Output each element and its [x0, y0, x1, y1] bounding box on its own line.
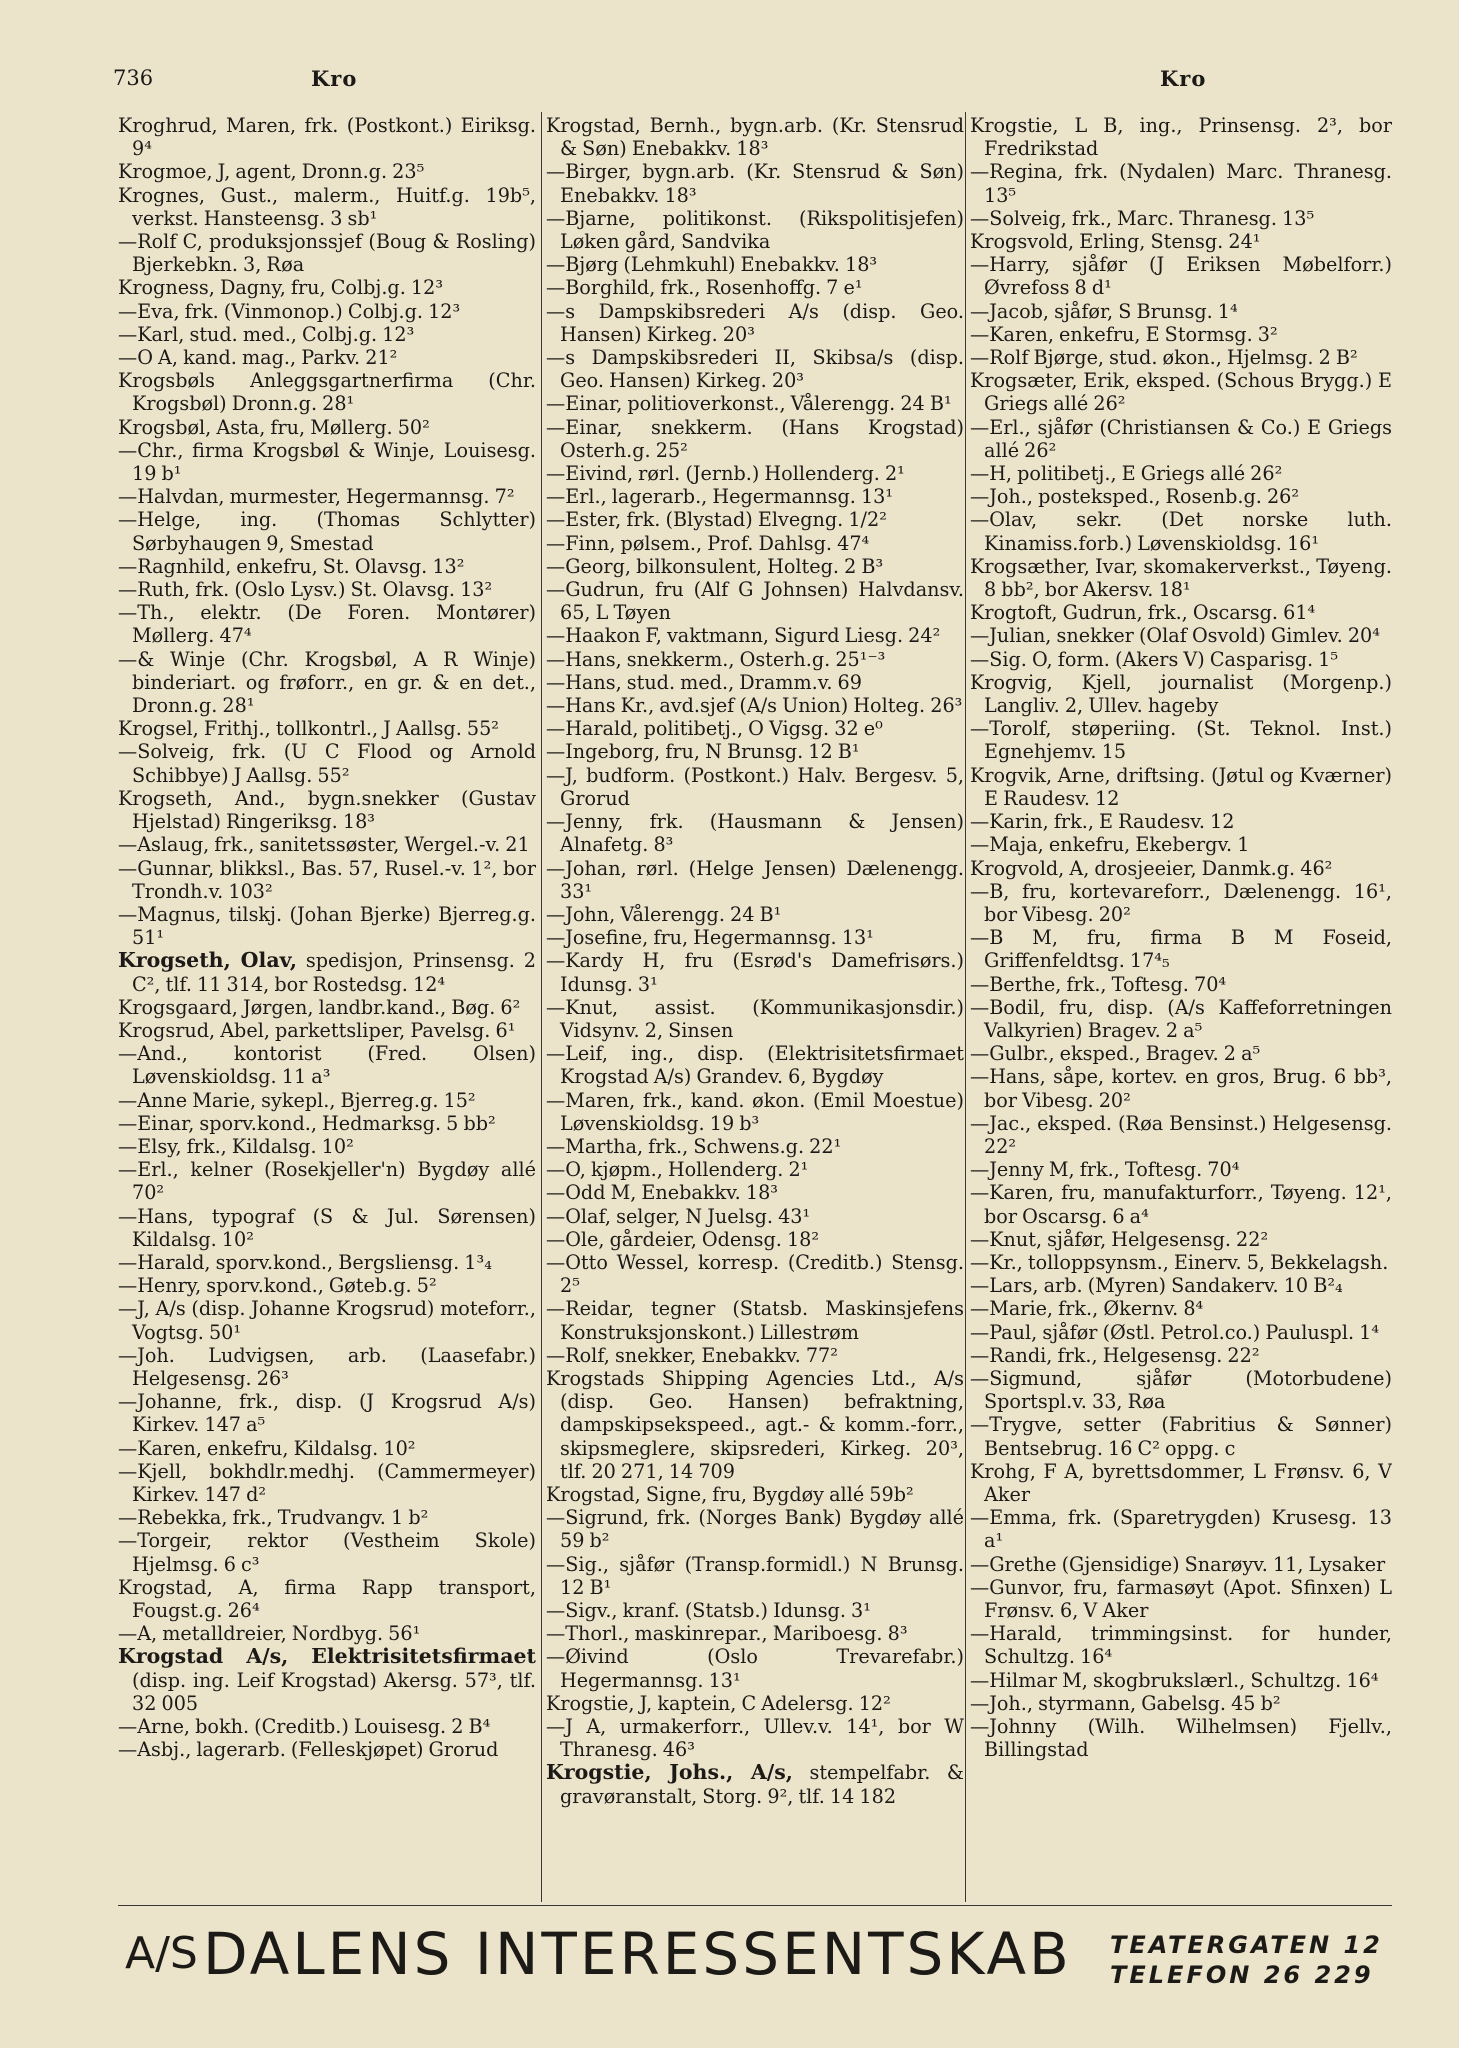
directory-entry: —And., kontorist (Fred. Olsen) Løvenskioldsg. 11 a³ [118, 1042, 536, 1089]
directory-column-1 [118, 114, 536, 1899]
directory-entry: —Einar, sporv.kond., Hedmarksg. 5 bb² [118, 1111, 496, 1135]
directory-entry: Krogsæther, Ivar, skomakerverkst., Tøyeng. 8 bb², bor Akersv. 18¹ [970, 554, 1392, 602]
directory-entry: —Martha, frk., Schwens.g. 22¹ [546, 1134, 842, 1158]
directory-entry: —Solveig, frk. (U C Flood og Arnold Schibbye) J Aallsg. 55² [118, 740, 536, 787]
directory-entry: —Birger, bygn.arb. (Kr. Stensrud & Søn) Enebakkv. 18³ [546, 160, 964, 207]
directory-entry: —Marie, frk., Økernv. 8⁴ [970, 1297, 1204, 1321]
directory-entry: —Harald, trimmingsinst. for hunder, Schultzg. 16⁴ [970, 1622, 1392, 1669]
directory-entry: —Julian, snekker (Olaf Osvold) Gimlev. 20⁴ [970, 624, 1380, 648]
directory-column-3 [970, 114, 1392, 1899]
directory-entry: —Anne Marie, sykepl., Bjerreg.g. 15² [118, 1088, 476, 1112]
directory-entry: —Ole, gårdeier, Odensg. 18² [546, 1227, 820, 1251]
directory-entry: —Reidar, tegner (Statsb. Maskinsjefens Konstruksjonskont.) Lillestrøm [546, 1297, 964, 1344]
directory-entry: —Otto Wessel, korresp. (Creditb.) Stensg. 2⁵ [546, 1250, 964, 1298]
directory-entry: —Einar, snekkerm. (Hans Krogstad) Osterh.g. 25² [546, 415, 964, 462]
directory-entry: Krogstads Shipping Agencies Ltd., A/s (disp. Geo. Hansen) befraktning, dampskipsekspeed., agt.- & komm.-forr., skipsmeglere, skipsrederi, Kirkeg. 20³, tlf. 20 271, 14 709 [546, 1366, 964, 1483]
directory-entry: —& Winje (Chr. Krogsbøl, A R Winje) binderiart. og frøforr., en gr. & en det., Dronn.g. 28¹ [118, 647, 536, 718]
directory-entry: —Magnus, tilskj. (Johan Bjerke) Bjerreg.g. 51¹ [118, 902, 536, 950]
directory-entry: —Jenny M, frk., Toftesg. 70⁴ [970, 1158, 1240, 1182]
directory-entry: —J, budform. (Postkont.) Halv. Bergesv. 5, Grorud [546, 763, 964, 810]
directory-entry: —Erl., sjåfør (Christiansen & Co.) E Griegs allé 26² [970, 415, 1392, 462]
directory-entry: —s Dampskibsrederi A/s (disp. Geo. Hansen) Kirkeg. 20³ [546, 299, 964, 346]
directory-entry: —Joh. Ludvigsen, arb. (Laasefabr.) Helgesensg. 26³ [118, 1343, 536, 1390]
directory-entry: —Thorl., maskinrepar., Mariboesg. 8³ [546, 1622, 908, 1646]
directory-entry: —Harald, sporv.kond., Bergsliensg. 1³₄ [118, 1250, 492, 1274]
directory-entry: Krogsæter, Erik, eksped. (Schous Brygg.) E Griegs allé 26² [970, 369, 1392, 416]
directory-entry: —Finn, pølsem., Prof. Dahlsg. 47⁴ [546, 531, 870, 555]
running-header-left: Kro [311, 66, 358, 91]
directory-entry: —Hans, snekkerm., Osterh.g. 25¹⁻³ [546, 647, 886, 671]
directory-entry: —Harald, politibetj., O Vigsg. 32 e⁰ [546, 717, 883, 741]
directory-entry: —Emma, frk. (Sparetrygden) Krusesg. 13 a¹ [970, 1506, 1392, 1553]
directory-entry: Krogsvold, Erling, Stensg. 24¹ [970, 230, 1261, 254]
directory-entry: —H, politibetj., E Griegs allé 26² [970, 462, 1283, 486]
directory-entry: —Einar, politioverkonst., Vålerengg. 24 B¹ [546, 392, 952, 416]
directory-entry: —Sig. O, form. (Akers V) Casparisg. 1⁵ [970, 647, 1339, 671]
directory-entry: —Ruth, frk. (Oslo Lysv.) St. Olavsg. 13² [118, 578, 493, 602]
directory-entry: —Rolf, snekker, Enebakkv. 77² [546, 1343, 838, 1367]
directory-entry: —Joh., posteksped., Rosenb.g. 26² [970, 485, 1300, 509]
directory-entry: Krohg, F A, byrettsdommer, L Frønsv. 6, V Aker [970, 1459, 1392, 1506]
banner-phone: TELEFON 26 229 [1110, 1961, 1374, 1989]
directory-entry: —Henry, sporv.kond., Gøteb.g. 5² [118, 1274, 437, 1298]
advertisement-banner [125, 1918, 1395, 1998]
directory-entry: —Eva, frk. (Vinmonop.) Colbj.g. 12³ [118, 299, 461, 323]
directory-entry: —Josefine, fru, Hegermannsg. 13¹ [546, 926, 874, 950]
directory-entry: —Johan, rørl. (Helge Jensen) Dælenengg. 33¹ [546, 856, 964, 903]
directory-entry: —Karin, frk., E Raudesv. 12 [970, 810, 1235, 834]
directory-column-2 [546, 114, 964, 1899]
directory-entry: —Borghild, frk., Rosenhoffg. 7 e¹ [546, 276, 863, 300]
directory-entry: —Halvdan, murmester, Hegermannsg. 7² [118, 485, 515, 509]
directory-entry: Krogvig, Kjell, journalist (Morgenp.) Langliv. 2, Ullev. hageby [970, 670, 1392, 718]
directory-entry: Krogsbøl, Asta, fru, Møllerg. 50² [118, 415, 430, 439]
directory-entry: —Karen, enkefru, E Stormsg. 3² [970, 322, 1278, 346]
directory-entry: Krogvold, A, drosjeeier, Danmk.g. 46² [970, 856, 1333, 880]
directory-entry: —Chr., firma Krogsbøl & Winje, Louisesg. 19 b¹ [118, 438, 536, 486]
directory-entry: —Hans Kr., avd.sjef (A/s Union) Holteg. 26³ [546, 694, 963, 718]
directory-entry: Krogseth, Olav, spedisjon, Prinsensg. 2 C², tlf. 11 314, bor Rostedsg. 12⁴ [118, 948, 536, 996]
page-number: 736 [113, 66, 154, 90]
directory-entry: —Hans, typograf (S & Jul. Sørensen) Kildalsg. 10² [118, 1204, 536, 1251]
directory-entry: —Johanne, frk., disp. (J Krogsrud A/s) Kirkev. 147 a⁵ [118, 1390, 536, 1437]
directory-entry: —Sigrund, frk. (Norges Bank) Bygdøy allé 59 b² [546, 1506, 964, 1553]
directory-entry: —J A, urmakerforr., Ullev.v. 14¹, bor W Thranesg. 46³ [546, 1715, 964, 1762]
directory-entry: —Helge, ing. (Thomas Schlytter) Sørbyhaugen 9, Smestad [118, 508, 536, 555]
directory-entry: Krogness, Dagny, fru, Colbj.g. 12³ [118, 276, 444, 300]
directory-entry: Krogstad A/s, Elektrisitetsfirmaet (disp. ing. Leif Krogstad) Akersg. 57³, tlf. 32 005 [118, 1644, 536, 1715]
directory-entry: —Torolf, støperiing. (St. Teknol. Inst.) Egnehjemv. 15 [970, 717, 1392, 764]
directory-entry: —A, metalldreier, Nordbyg. 56¹ [118, 1622, 421, 1646]
footer-divider [118, 1905, 1392, 1906]
directory-entry: —Sigv., kranf. (Statsb.) Idunsg. 3¹ [546, 1599, 871, 1622]
directory-entry: —Hans, såpe, kortev. en gros, Brug. 6 bb³, bor Vibesg. 20² [970, 1065, 1392, 1112]
directory-entry: —Th., elektr. (De Foren. Montører) Møllerg. 47⁴ [118, 601, 536, 648]
directory-entry: —Bjørg (Lehmkuhl) Enebakkv. 18³ [546, 253, 878, 277]
directory-entry: —Olaf, selger, N Juelsg. 43¹ [546, 1204, 811, 1228]
directory-entry: —Øivind (Oslo Trevarefabr.) Hegermannsg. 13¹ [546, 1645, 964, 1692]
directory-entry: Krogstad, Signe, fru, Bygdøy allé 59b² [546, 1482, 914, 1506]
banner-address [1110, 1930, 1383, 1990]
directory-entry: —J, A/s (disp. Johanne Krogsrud) moteforr., Vogtsg. 50¹ [118, 1297, 536, 1344]
directory-entry: —Rebekka, frk., Trudvangv. 1 b² [118, 1506, 429, 1530]
directory-entry: —Paul, sjåfør (Østl. Petrol.co.) Pauluspl. 1⁴ [970, 1320, 1380, 1344]
directory-entry: —Lars, arb. (Myren) Sandakerv. 10 B²₄ [970, 1274, 1343, 1298]
directory-entry: —B M, fru, firma B M Foseid, Griffenfeldtsg. 17⁴₅ [970, 926, 1392, 973]
directory-entry: Krogsgaard, Jørgen, landbr.kand., Bøg. 6² [118, 995, 521, 1019]
directory-entry: Krogvik, Arne, driftsing. (Jøtul og Kværner) E Raudesv. 12 [970, 763, 1392, 810]
directory-entry: —Hans, stud. med., Dramm.v. 69 [546, 670, 862, 694]
directory-entry: —Grethe (Gjensidige) Snarøyv. 11, Lysaker [970, 1552, 1386, 1576]
directory-entry: —s Dampskibsrederi II, Skibsa/s (disp. Geo. Hansen) Kirkeg. 20³ [546, 346, 964, 393]
directory-entry: —Georg, bilkonsulent, Holteg. 2 B³ [546, 554, 884, 578]
directory-entry: —O, kjøpm., Hollenderg. 2¹ [546, 1158, 809, 1182]
directory-entry: Krogseth, And., bygn.snekker (Gustav Hjelstad) Ringeriksg. 18³ [118, 786, 536, 834]
directory-entry: —Odd M, Enebakkv. 18³ [546, 1181, 778, 1205]
directory-entry: Krognes, Gust., malerm., Huitf.g. 19b⁵, verkst. Hansteensg. 3 sb¹ [118, 183, 536, 230]
directory-entry: —Berthe, frk., Toftesg. 70⁴ [970, 972, 1227, 996]
directory-entry: —Haakon F, vaktmann, Sigurd Liesg. 24² [546, 624, 941, 648]
directory-entry: —Olav, sekr. (Det norske luth. Kinamiss.forb.) Løvenskioldsg. 16¹ [970, 508, 1392, 555]
directory-entry: —Gunnar, blikksl., Bas. 57, Rusel.-v. 1², bor Trondh.v. 103² [118, 856, 536, 903]
directory-entry: —Jenny, frk. (Hausmann & Jensen) Alnafetg. 8³ [546, 810, 964, 857]
directory-entry: Krogsrud, Abel, parkettsliper, Pavelsg. 6¹ [118, 1018, 516, 1042]
directory-entry: —Solveig, frk., Marc. Thranesg. 13⁵ [970, 206, 1315, 230]
directory-entry: —Harry, sjåfør (J Eriksen Møbelforr.) Øvrefoss 8 d¹ [970, 253, 1392, 300]
banner-prefix: A/S [125, 1928, 198, 1979]
directory-entry: —O A, kand. mag., Parkv. 21² [118, 346, 398, 370]
directory-entry: —Karen, enkefru, Kildalsg. 10² [118, 1436, 416, 1460]
directory-entry: —John, Vålerengg. 24 B¹ [546, 902, 782, 926]
directory-entry: —Kjell, bokhdlr.medhj. (Cammermeyer) Kirkev. 147 d² [118, 1459, 536, 1506]
directory-entry: —Maren, frk., kand. økon. (Emil Moestue) Løvenskioldsg. 19 b³ [546, 1088, 964, 1135]
directory-entry: Krogstie, Johs., A/s, stempelfabr. & gravøranstalt, Storg. 9², tlf. 14 182 [546, 1760, 964, 1808]
directory-entry: —Jacob, sjåfør, S Brunsg. 1⁴ [970, 299, 1238, 323]
directory-entry: —Leif, ing., disp. (Elektrisitetsfirmaet Krogstad A/s) Grandev. 6, Bygdøy [546, 1042, 964, 1089]
directory-entry: —Kardy H, fru (Esrød's Damefrisørs.) Idunsg. 3¹ [546, 949, 964, 996]
directory-entry: —Johnny (Wilh. Wilhelmsen) Fjellv., Billingstad [970, 1715, 1392, 1762]
banner-street: TEATERGATEN 12 [1110, 1931, 1383, 1959]
directory-entry: Kroghrud, Maren, frk. (Postkont.) Eiriksg. 9⁴ [118, 114, 536, 161]
directory-entry: —Asbj., lagerarb. (Felleskjøpet) Grorud [118, 1738, 499, 1762]
directory-entry: —Trygve, setter (Fabritius & Sønner) Bentsebrug. 16 C² oppg. c [970, 1413, 1392, 1460]
directory-entry: —Rolf C, produksjonssjef (Boug & Rosling) Bjerkebkn. 3, Røa [118, 230, 536, 277]
directory-entry: —Knut, sjåfør, Helgesensg. 22² [970, 1227, 1269, 1251]
directory-entry: —Bjarne, politikonst. (Rikspolitisjefen) Løken gård, Sandvika [546, 206, 964, 254]
directory-entry: —Torgeir, rektor (Vestheim Skole) Hjelmsg. 6 c³ [118, 1529, 536, 1576]
directory-entry: —Elsy, frk., Kildalsg. 10² [118, 1134, 354, 1158]
directory-entry: —Sig., sjåfør (Transp.formidl.) N Brunsg. 12 B¹ [546, 1552, 964, 1599]
directory-entry: —Joh., styrmann, Gabelsg. 45 b² [970, 1691, 1281, 1715]
directory-entry: —Ester, frk. (Blystad) Elvegng. 1/2² [546, 508, 887, 532]
directory-entry: —Ingeborg, fru, N Brunsg. 12 B¹ [546, 740, 860, 764]
directory-entry: Krogsel, Frithj., tollkontrl., J Aallsg. 55² [118, 717, 499, 741]
directory-entry: —Ragnhild, enkefru, St. Olavsg. 13² [118, 554, 465, 578]
directory-entry: —Arne, bokh. (Creditb.) Louisesg. 2 B⁴ [118, 1715, 491, 1739]
column-divider [965, 112, 966, 1902]
directory-entry: —Hilmar M, skogbrukslærl., Schultzg. 16⁴ [970, 1668, 1379, 1692]
directory-entry: —Gulbr., eksped., Bragev. 2 a⁵ [970, 1042, 1261, 1066]
running-header-right: Kro [1160, 66, 1207, 91]
directory-entry: Krogtoft, Gudrun, frk., Oscarsg. 61⁴ [970, 601, 1316, 625]
directory-entry: —Aslaug, frk., sanitetssøster, Wergel.-v. 21 [118, 833, 530, 857]
directory-entry: —Maja, enkefru, Ekebergv. 1 [970, 833, 1250, 857]
directory-entry: —Karen, fru, manufakturforr., Tøyeng. 12¹, bor Oscarsg. 6 a⁴ [970, 1181, 1392, 1228]
directory-entry: Krogstie, J, kaptein, C Adelersg. 12² [546, 1691, 891, 1715]
directory-entry: Krogstad, A, firma Rapp transport, Fougst.g. 26⁴ [118, 1575, 536, 1622]
directory-entry: Krogsbøls Anleggsgartnerfirma (Chr. Krogsbøl) Dronn.g. 28¹ [118, 369, 536, 416]
directory-entry: —Gunvor, fru, farmasøyt (Apot. Sfinxen) L Frønsv. 6, V Aker [970, 1575, 1392, 1622]
column-divider [541, 112, 542, 1902]
directory-entry: —Randi, frk., Helgesensg. 22² [970, 1343, 1260, 1367]
directory-entry: —Knut, assist. (Kommunikasjonsdir.) Vidsynv. 2, Sinsen [546, 995, 964, 1042]
directory-entry: —Rolf Bjørge, stud. økon., Hjelmsg. 2 B² [970, 346, 1358, 370]
directory-entry: —Erl., lagerarb., Hegermannsg. 13¹ [546, 485, 894, 509]
directory-entry: Krogstad, Bernh., bygn.arb. (Kr. Stensrud & Søn) Enebakkv. 18³ [546, 114, 964, 161]
directory-entry: —Sigmund, sjåfør (Motorbudene) Sportspl.v. 33, Røa [970, 1366, 1392, 1414]
directory-entry: Krogmoe, J, agent, Dronn.g. 23⁵ [118, 160, 425, 184]
directory-entry: —B, fru, kortevareforr., Dælenengg. 16¹, bor Vibesg. 20² [970, 879, 1392, 926]
banner-company-name: DALENS INTERESSENTSKAB [203, 1920, 1072, 1988]
directory-entry: —Jac., eksped. (Røa Bensinst.) Helgesensg. 22² [970, 1111, 1392, 1158]
directory-entry: —Karl, stud. med., Colbj.g. 12³ [118, 322, 415, 346]
directory-entry: —Gudrun, fru (Alf G Johnsen) Halvdansv. 65, L Tøyen [546, 578, 964, 625]
directory-entry: —Kr., tolloppsynsm., Einerv. 5, Bekkelagsh. [970, 1250, 1389, 1274]
directory-entry: —Eivind, rørl. (Jernb.) Hollenderg. 2¹ [546, 462, 905, 486]
directory-entry: —Bodil, fru, disp. (A/s Kaffeforretningen Valkyrien) Bragev. 2 a⁵ [970, 995, 1392, 1042]
directory-entry: Krogstie, L B, ing., Prinsensg. 2³, bor Fredrikstad [970, 114, 1392, 161]
directory-entry: —Regina, frk. (Nydalen) Marc. Thranesg. 13⁵ [970, 160, 1392, 207]
directory-entry: —Erl., kelner (Rosekjeller'n) Bygdøy allé 70² [118, 1158, 536, 1205]
